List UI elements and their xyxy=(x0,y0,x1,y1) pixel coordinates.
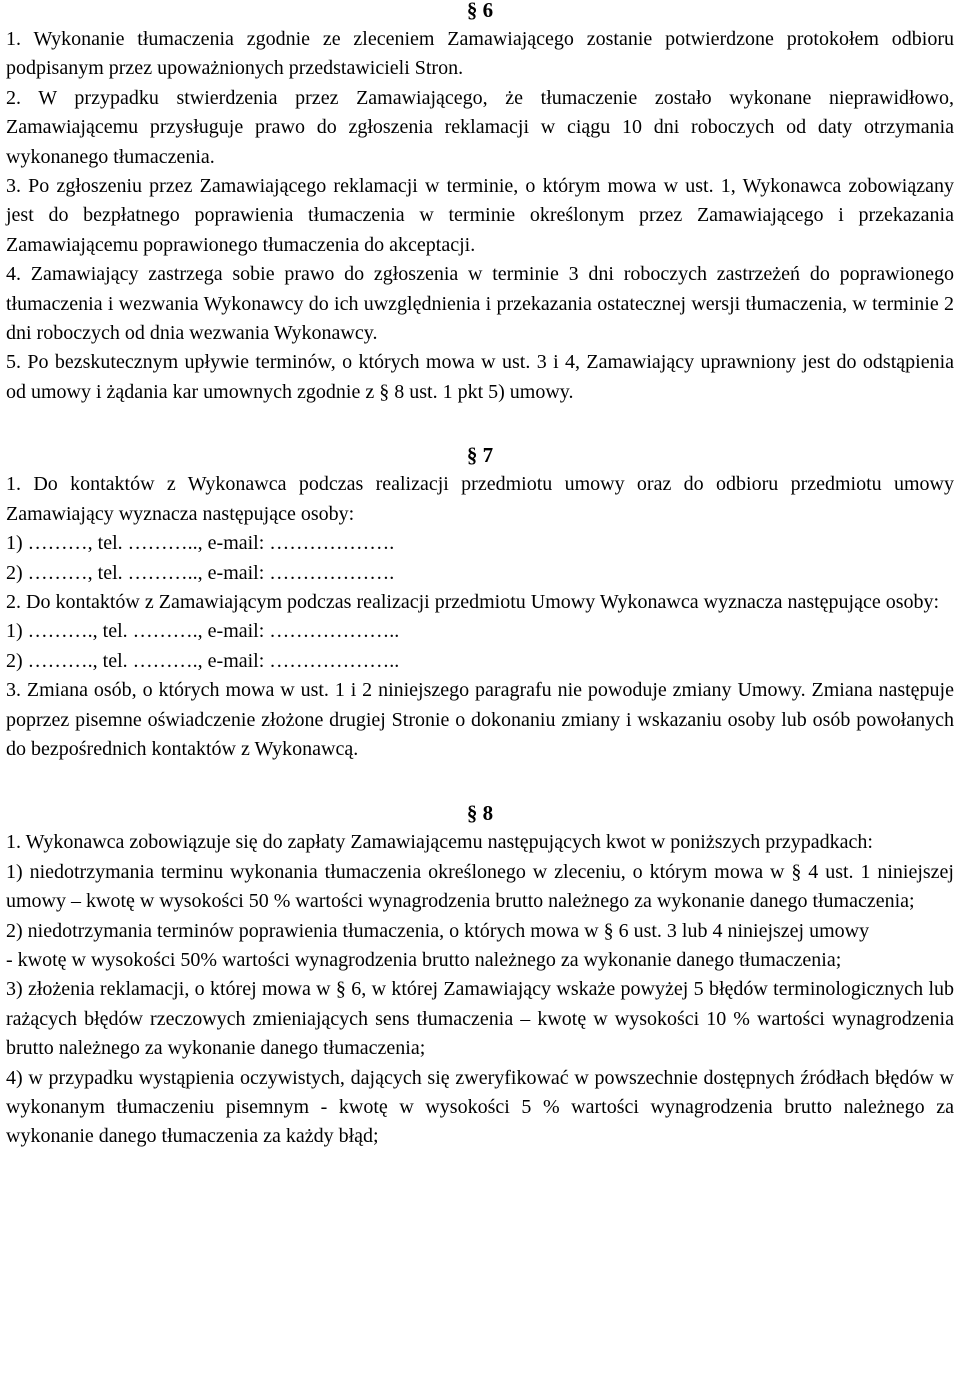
s6-paragraph-1: 1. Wykonanie tłumaczenia zgodnie ze zleceniem Zamawiającego zostanie potwierdzone protokołem odbioru podpisanym przez upoważnionych przedstawicieli Stron. xyxy=(6,28,954,80)
s7-contact-line-3: 1) ………., tel. ………., e-mail: ……………….. xyxy=(6,620,400,643)
section-6-heading: § 6 xyxy=(466,0,494,22)
s7-paragraph-2: 2. Do kontaktów z Zamawiającym podczas realizacji przedmiotu Umowy Wykonawca wyznacza następujące osoby: xyxy=(6,590,940,613)
section-8-heading: § 8 xyxy=(466,801,494,826)
s8-item-2: 2) niedotrzymania terminów poprawienia tłumaczenia, o których mowa w § 6 ust. 3 lub 4 niniejszej umowy xyxy=(6,919,870,942)
s7-contact-line-4: 2) ………., tel. ………., e-mail: ……………….. xyxy=(6,649,400,672)
s8-item-1: 1) niedotrzymania terminu wykonania tłumaczenia określonego w zleceniu, o którym mowa w § 4 ust. 1 niniejszej umowy – kwotę w wysokości 50 % wartości wynagrodzenia brutto należnego za wykonanie danego tłumaczenia; xyxy=(6,860,954,913)
s7-paragraph-1: 1. Do kontaktów z Wykonawca podczas realizacji przedmiotu umowy oraz do odbioru przedmiotu umowy Zamawiający wyznacza następujące osoby: xyxy=(6,473,954,525)
s7-contact-line-1: 1) ………, tel. ……….., e-mail: ………………. xyxy=(6,532,395,555)
s7-paragraph-3: 3. Zmiana osób, o których mowa w ust. 1 i 2 niniejszego paragrafu nie powoduje zmiany Umowy. Zmiana następuje poprzez pisemne oświadczenie złożone drugiej Stronie o dokonaniu zmiany i wskazaniu osoby lub osób powołanych do bezpośrednich kontaktów z Wykonawcą. xyxy=(6,679,954,760)
s7-contact-line-2: 2) ………, tel. ……….., e-mail: ………………. xyxy=(6,561,395,584)
s6-paragraph-4: 4. Zamawiający zastrzega sobie prawo do zgłoszenia w terminie 3 dni roboczych zastrzeżeń do poprawionego tłumaczenia i wezwania Wykonawcy do ich uwzględnienia i przekazania ostatecznej wersji tłumaczenia, w terminie 2 dni roboczych od dnia wezwania Wykonawcy. xyxy=(6,263,954,345)
s6-paragraph-3: 3. Po zgłoszeniu przez Zamawiającego reklamacji w terminie, o którym mowa w ust. 1, Wykonawca zobowiązany jest do bezpłatnego poprawienia tłumaczenia w terminie określonym przez Zamawiającego i przekazania Zamawiającemu poprawionego tłumaczenia do akceptacji. xyxy=(6,175,954,256)
s8-item-2-amount: - kwotę w wysokości 50% wartości wynagrodzenia brutto należnego za wykonanie danego tłumaczenia; xyxy=(6,948,842,971)
s8-item-3: 3) złożenia reklamacji, o której mowa w § 6, w której Zamawiający wskaże powyżej 5 błędów terminologicznych lub rażących błędów rzeczowych zmieniających sens tłumaczenia – kwotę w wysokości 10 % wartości wynagrodzenia brutto należnego za wykonanie danego tłumaczenia; xyxy=(6,978,954,1060)
s6-paragraph-2: 2. W przypadku stwierdzenia przez Zamawiającego, że tłumaczenie zostało wykonane nieprawidłowo, Zamawiającemu przysługuje prawo do zgłoszenia reklamacji w ciągu 10 dni roboczych od daty otrzymania wykonanego tłumaczenia. xyxy=(6,86,954,168)
section-7-heading: § 7 xyxy=(466,443,494,468)
s6-paragraph-5: 5. Po bezskutecznym upływie terminów, o których mowa w ust. 3 i 4, Zamawiający uprawniony jest do odstąpienia od umowy i żądania kar umownych zgodnie z § 8 ust. 1 pkt 5) umowy. xyxy=(6,351,954,403)
s8-paragraph-1: 1. Wykonawca zobowiązuje się do zapłaty Zamawiającemu następujących kwot w poniższych przypadkach: xyxy=(6,831,873,854)
s8-item-4: 4) w przypadku wystąpienia oczywistych, dających się zweryfikować w powszechnie dostępnych źródłach błędów w wykonanym tłumaczeniu pisemnym - kwotę w wysokości 5 % wartości wynagrodzenia brutto należnego za wykonanie danego tłumaczenia za każdy błąd; xyxy=(6,1066,954,1148)
